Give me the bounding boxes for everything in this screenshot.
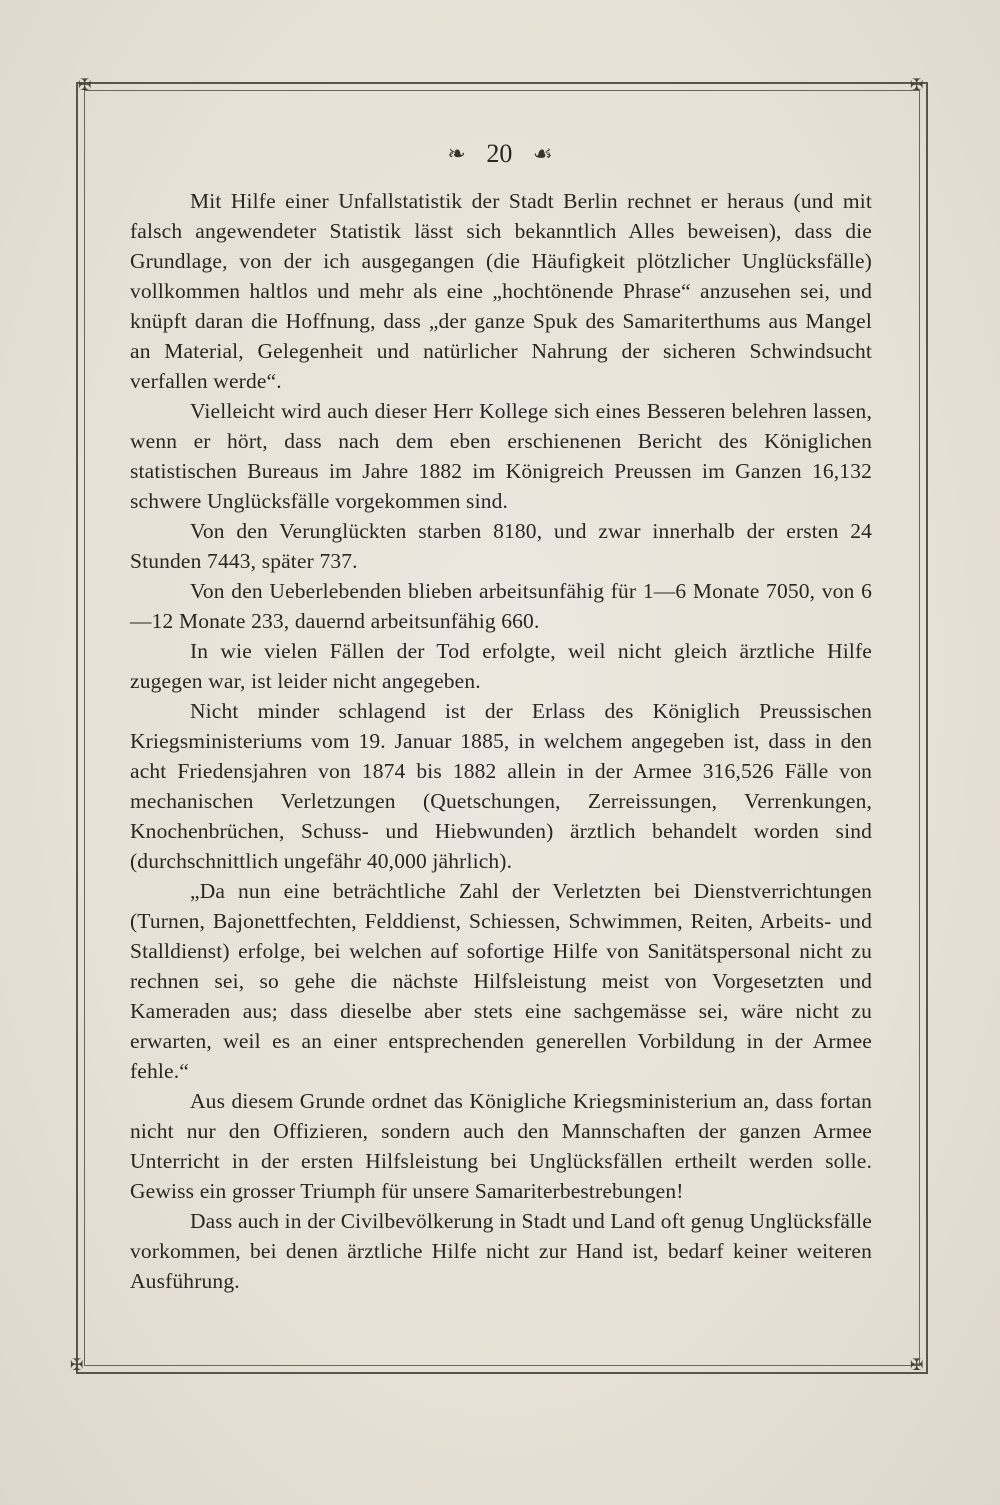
paragraph: Vielleicht wird auch dieser Herr Kollege sich eines Besseren belehren lassen, wenn er hört, dass nach dem eben erschienenen Bericht des Königlichen statistischen Bureaus im Jahre 1882 im Königreich Preussen im Ganzen 16,132 schwere Unglücksfälle vorgekommen sind. bbox=[130, 399, 872, 513]
page-header bbox=[0, 132, 1000, 174]
body-text bbox=[130, 186, 872, 1296]
corner-ornament-top-left: ✠ bbox=[78, 77, 92, 94]
paragraph: Aus diesem Grunde ordnet das Königliche Kriegsministerium an, dass fortan nicht nur den Offizieren, sondern auch den Mannschaften der ganzen Armee Unterricht in der ersten Hilfsleistung bei Unglücksfällen ertheilt werden solle. Gewiss ein grosser Triumph für unsere Samariterbestrebungen! bbox=[130, 1089, 872, 1203]
paragraph: Von den Ueberlebenden blieben arbeitsunfähig für 1—6 Monate 7050, von 6—12 Monate 233, dauernd arbeitsunfähig 660. bbox=[130, 579, 872, 633]
paragraph: Dass auch in der Civilbevölkerung in Stadt und Land oft genug Unglücksfälle vorkommen, bei denen ärztliche Hilfe nicht zur Hand ist, bedarf keiner weiteren Ausführung. bbox=[130, 1209, 872, 1293]
header-ornament-left-icon: ❧ bbox=[447, 141, 466, 167]
paragraph: „Da nun eine beträchtliche Zahl der Verletzten bei Dienstverrichtungen (Turnen, Bajonettfechten, Felddienst, Schiessen, Schwimmen, Reiten, Arbeits- und Stalldienst) erfolge, bei welchen auf sofortige Hilfe von Sanitätspersonal nicht zu rechnen sei, so gehe die nächste Hilfsleistung meist von Vorgesetzten und Kameraden aus; dass dieselbe aber stets eine sachgemässe sei, wäre nicht zu erwarten, weil es an einer entsprechenden generellen Vorbildung in der Armee fehle.“ bbox=[130, 879, 872, 1083]
corner-ornament-top-right: ✠ bbox=[910, 77, 924, 94]
corner-ornament-bottom-right: ✠ bbox=[910, 1357, 924, 1374]
paragraph: In wie vielen Fällen der Tod erfolgte, weil nicht gleich ärztliche Hilfe zugegen war, ist leider nicht angegeben. bbox=[130, 639, 872, 693]
paragraph: Von den Verunglückten starben 8180, und zwar innerhalb der ersten 24 Stunden 7443, später 737. bbox=[130, 519, 872, 573]
paragraph: Nicht minder schlagend ist der Erlass des Königlich Preussischen Kriegsministeriums vom 19. Januar 1885, in welchem angegeben ist, dass in den acht Friedensjahren von 1874 bis 1882 allein in der Armee 316,526 Fälle von mechanischen Verletzungen (Quetschungen, Zerreissungen, Verrenkungen, Knochenbrüchen, Schuss- und Hiebwunden) ärztlich behandelt worden sind (durchschnittlich ungefähr 40,000 jährlich). bbox=[130, 699, 872, 873]
paragraph: Mit Hilfe einer Unfallstatistik der Stadt Berlin rechnet er heraus (und mit falsch angewendeter Statistik lässt sich bekanntlich Alles beweisen), dass die Grundlage, von der ich ausgegangen (die Häufigkeit plötzlicher Unglücksfälle) vollkommen haltlos und mehr als eine „hochtönende Phrase“ anzusehen sei, und knüpft daran die Hoffnung, dass „der ganze Spuk des Samariterthums aus Mangel an Material, Gelegenheit und natürlicher Nahrung der sicheren Schwindsucht verfallen werde“. bbox=[130, 189, 872, 393]
corner-ornament-bottom-left: ✠ bbox=[70, 1357, 84, 1374]
page-number: 20 bbox=[486, 139, 513, 169]
header-ornament-right-icon: ☙ bbox=[532, 141, 553, 167]
